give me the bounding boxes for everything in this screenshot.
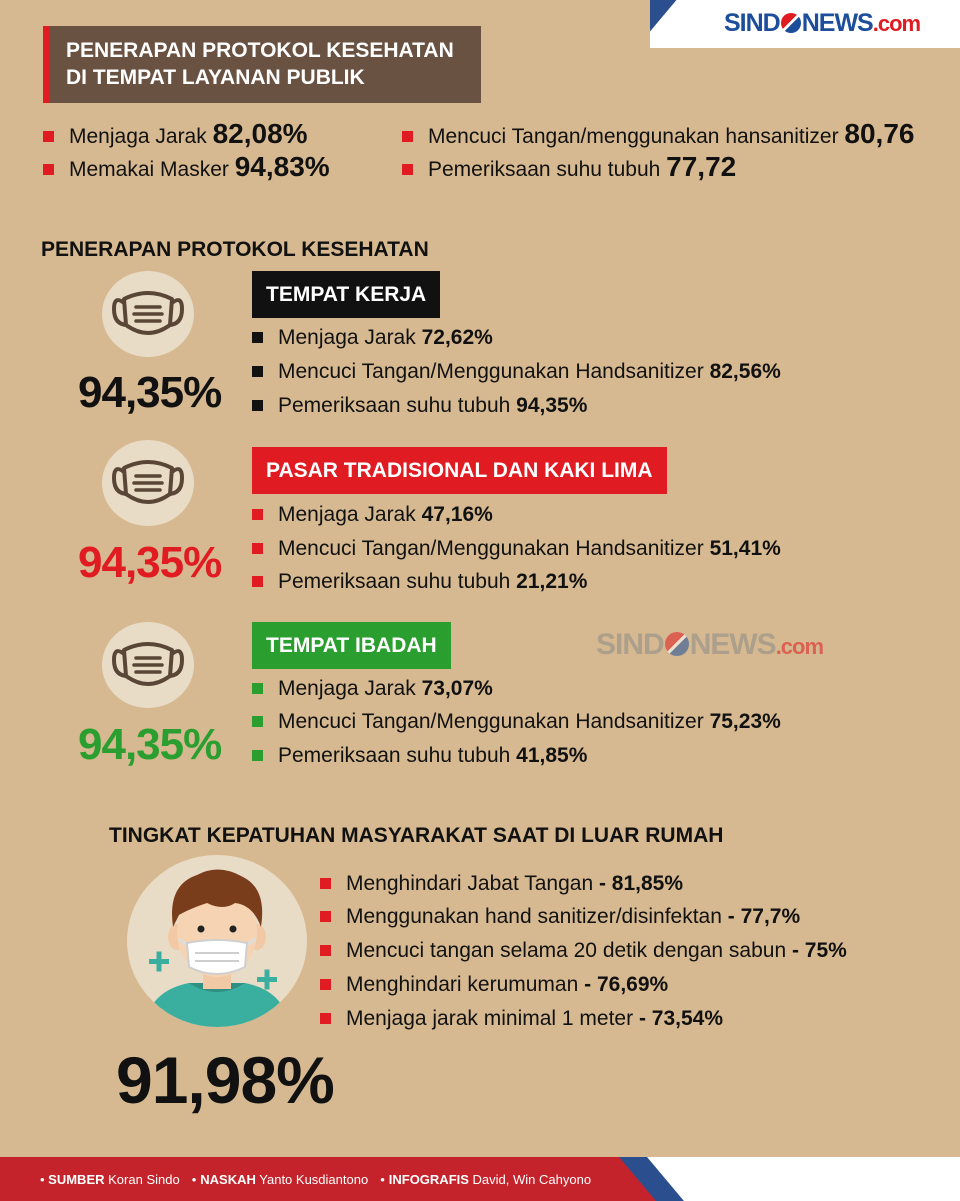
bullet-icon: [320, 911, 331, 922]
bullet-icon: [320, 878, 331, 889]
list-item: Menggunakan hand sanitizer/disinfektan - 77,7%: [320, 905, 800, 929]
bullet-icon: [252, 683, 263, 694]
list-item: Mencuci Tangan/Menggunakan Handsanitizer 51,41%: [252, 537, 781, 561]
section-heading-protocol: PENERAPAN PROTOKOL KESEHATAN: [41, 238, 429, 261]
public-stat-temperature: Pemeriksaan suhu tubuh 77,72: [402, 151, 736, 183]
bullet-icon: [252, 576, 263, 587]
bullet-icon: [43, 164, 54, 175]
mask-percentage-worship: 94,35%: [78, 720, 222, 769]
public-stat-distance: Menjaga Jarak 82,08%: [43, 118, 308, 150]
bullet-icon: [402, 164, 413, 175]
brand-logo: SIND NEWS.com: [724, 9, 921, 37]
bullet-icon: [43, 131, 54, 142]
bullet-icon: [320, 945, 331, 956]
mask-percentage-workplace: 94,35%: [78, 368, 222, 417]
category-label-market: PASAR TRADISIONAL DAN KAKI LIMA: [252, 447, 667, 494]
mask-circle: [102, 440, 194, 526]
bullet-icon: [252, 332, 263, 343]
public-stat-mask: Memakai Masker 94,83%: [43, 151, 330, 183]
list-item: Pemeriksaan suhu tubuh 21,21%: [252, 570, 587, 594]
watermark-logo: SIND NEWS.com: [596, 628, 824, 661]
list-item: Mencuci Tangan/Menggunakan Handsanitizer 82,56%: [252, 360, 781, 384]
public-stat-handwash: Mencuci Tangan/menggunakan hansanitizer 80,76: [402, 118, 914, 150]
face-mask-icon: [110, 450, 186, 516]
bullet-icon: [252, 750, 263, 761]
bullet-icon: [252, 509, 263, 520]
credits: • SUMBER Koran Sindo • NASKAH Yanto Kusdiantono • INFOGRAFIS David, Win Cahyono: [40, 1172, 592, 1187]
list-item: Menjaga Jarak 73,07%: [252, 677, 493, 701]
page-title: [43, 26, 481, 103]
bullet-icon: [252, 543, 263, 554]
list-item: Menjaga jarak minimal 1 meter - 73,54%: [320, 1007, 723, 1031]
list-item: Pemeriksaan suhu tubuh 41,85%: [252, 744, 587, 768]
face-mask-icon: [110, 632, 186, 698]
bullet-icon: [252, 400, 263, 411]
bullet-icon: [252, 716, 263, 727]
bullet-icon: [320, 979, 331, 990]
list-item: Menghindari kerumuman - 76,69%: [320, 973, 668, 997]
list-item: Mencuci Tangan/Menggunakan Handsanitizer 75,23%: [252, 710, 781, 734]
list-item: Pemeriksaan suhu tubuh 94,35%: [252, 394, 587, 418]
list-item: Menjaga Jarak 47,16%: [252, 503, 493, 527]
bullet-icon: [252, 366, 263, 377]
section-heading-compliance: TINGKAT KEPATUHAN MASYARAKAT SAAT DI LUAR RUMAH: [109, 824, 724, 847]
face-mask-icon: [110, 281, 186, 347]
list-item: Menjaga Jarak 72,62%: [252, 326, 493, 350]
logo-globe-icon: [665, 632, 689, 656]
footer-credits-bar: [0, 1157, 960, 1201]
mask-circle: [102, 271, 194, 357]
logo-globe-icon: [781, 13, 801, 33]
bullet-icon: [402, 131, 413, 142]
page-title-line2: DI TEMPAT LAYANAN PUBLIK: [66, 66, 365, 89]
list-item: Mencuci tangan selama 20 detik dengan sabun - 75%: [320, 939, 847, 963]
masked-person-icon: [127, 855, 307, 1027]
compliance-percentage: 91,98%: [116, 1043, 334, 1117]
bullet-icon: [320, 1013, 331, 1024]
person-illustration: [127, 855, 307, 1027]
category-label-workplace: TEMPAT KERJA: [252, 271, 440, 318]
category-label-worship: TEMPAT IBADAH: [252, 622, 451, 669]
page-title-line1: PENERAPAN PROTOKOL KESEHATAN: [66, 39, 454, 62]
mask-percentage-market: 94,35%: [78, 538, 222, 587]
mask-circle: [102, 622, 194, 708]
list-item: Menghindari Jabat Tangan - 81,85%: [320, 872, 683, 896]
